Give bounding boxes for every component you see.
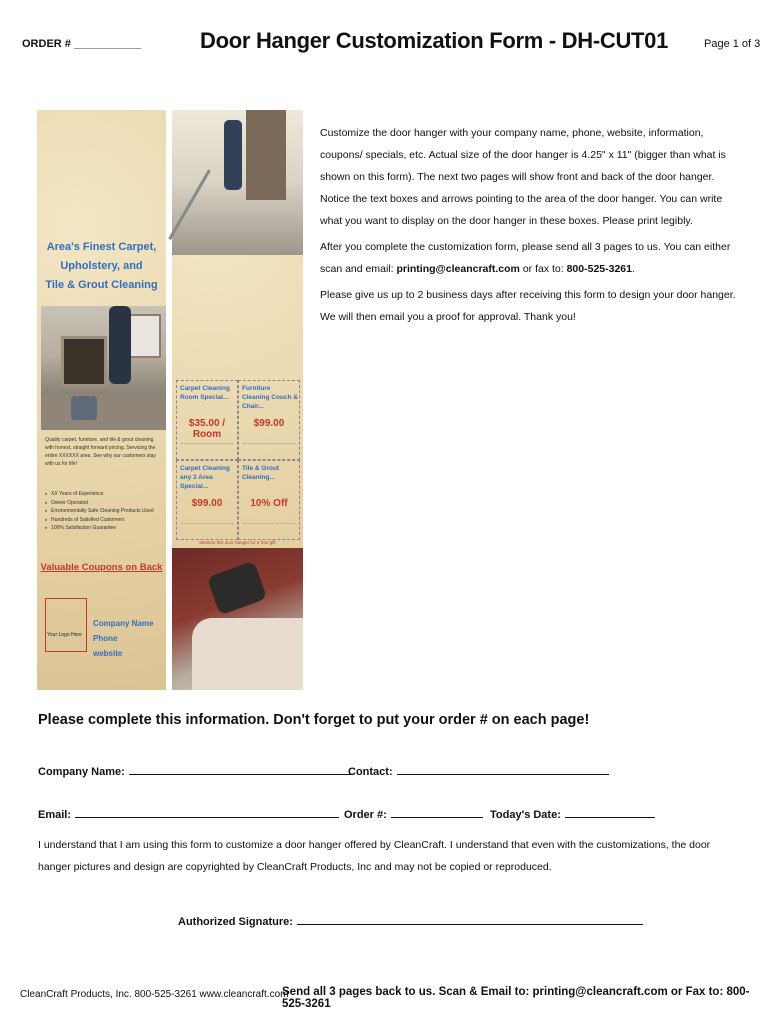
coupon-label: Furniture Cleaning Couch & Chair... [242,385,298,410]
upholstery-cleaning-photo [172,548,303,690]
date-row [490,805,655,821]
signature-label: Authorized Signature: [178,916,293,928]
email-row [38,805,339,821]
email-address: printing@cleancraft.com [396,263,520,275]
coupon-price: $99.00 [253,418,285,429]
hanger-contact-block [93,616,153,661]
list-item: ♦ Owner Operated [45,499,163,508]
headline-line: Area's Finest Carpet, [46,241,157,253]
door-hanger-back [172,110,303,690]
text: . [631,263,635,275]
page-title: Door Hanger Customization Form - DH-CUT01 [200,28,669,53]
coupon-label: Carpet Cleaning Room Special... [180,385,230,401]
contact-label: Contact: [348,766,393,778]
coupon [238,460,300,540]
copyright-acknowledgement: I understand that I am using this form to customize a door hanger offered by CleanCraft. I understand that even with the customizations, the door hanger pictures and design are copyrighted by CleanCraft Products, Inc and may not be copied or reproduced. [38,839,711,873]
instructions [320,122,740,332]
coupon-price: $35.00 / Room [188,418,226,440]
company-name-row [38,762,351,778]
headline-line: Upholstery, and [60,260,143,272]
contact-field[interactable] [397,762,609,775]
logo-placeholder [45,598,87,652]
company-name-field[interactable] [129,762,351,775]
order-number-field[interactable] [391,805,483,818]
instructions-paragraph [320,236,740,280]
coupon-price: $99.00 [191,498,223,509]
carpet-cleaning-photo [41,306,166,430]
order-row [344,805,483,821]
list-item: ♦ Environmentally Safe Cleaning Products Used [45,507,163,516]
coupon-label: Carpet Cleaning any 3 Area Special... [180,465,230,490]
coupon [238,380,300,460]
floor-cleaning-photo [172,110,303,255]
hanger-headline [37,238,166,295]
door-hanger-front [37,110,166,690]
company-name-label: Company Name: [38,766,125,778]
footer-company-info: CleanCraft Products, Inc. 800-525-3261 www.cleancraft.com [20,989,289,1000]
signature-row [178,912,643,928]
coupon-label: Tile & Grout Cleaning... [242,465,280,481]
phone-text: Phone [93,634,118,643]
hanger-description: Quality carpet, furniture, and tile & grout cleaning with honest, straight forward pricing. Servicing the entire XXXXXX area. See why our customers stay with us for life! [45,437,156,467]
instructions-paragraph: Customize the door hanger with your company name, phone, website, information, coupons/ specials, etc. Actual size of the door hanger is 4.25" x 11" (bigger than what is shown on this form). The next two pages will show front and back of the door hanger. Notice the text boxes and arrows pointing to the area of the door hanger. You can write what you want to display on the door hanger in these boxes. Please print legibly. [320,127,726,227]
text: or fax to: [519,263,567,275]
order-number-label: ORDER # ___________ [22,38,142,50]
email-label: Email: [38,809,72,821]
list-item: ♦ XX Years of Experience [45,490,163,499]
company-name-text: Company Name [93,619,154,628]
text: After you complete the customization form, please send all 3 pages to us. You can either scan and email: [320,241,731,275]
signature-field[interactable] [297,912,643,925]
coupons-callout: Valuable Coupons on Back [40,562,163,573]
coupon [176,460,238,540]
contact-row [348,762,609,778]
date-field[interactable] [565,805,655,818]
website-text: website [93,649,123,658]
email-field[interactable] [75,805,339,818]
hanger-bullet-list [45,490,163,533]
free-gift-note: Mention this door hanger for a free gift [199,540,276,545]
date-label: Today's Date: [490,809,561,821]
coupon-price: 10% Off [250,498,288,509]
footer-instructions: Send all 3 pages back to us. Scan & Email to: printing@cleancraft.com or Fax to: 800-525-3261 [282,986,750,1010]
list-item: ♦ Hundreds of Satisfied Customers [45,516,163,525]
order-label: Order #: [344,809,387,821]
headline-line: Tile & Grout Cleaning [45,279,158,291]
coupon [176,380,238,460]
fax-number: 800-525-3261 [566,263,632,275]
instructions-paragraph: Please give us up to 2 business days after receiving this form to design your door hanger. We will then email you a proof for approval. Thank you! [320,289,736,323]
form-heading: Please complete this information. Don't forget to put your order # on each page! [38,712,590,728]
logo-placeholder-text: Your Logo Here [47,632,82,638]
page-number: Page 1 of 3 [704,38,761,50]
list-item: ♦ 100% Satisfaction Guarantee [45,524,163,533]
